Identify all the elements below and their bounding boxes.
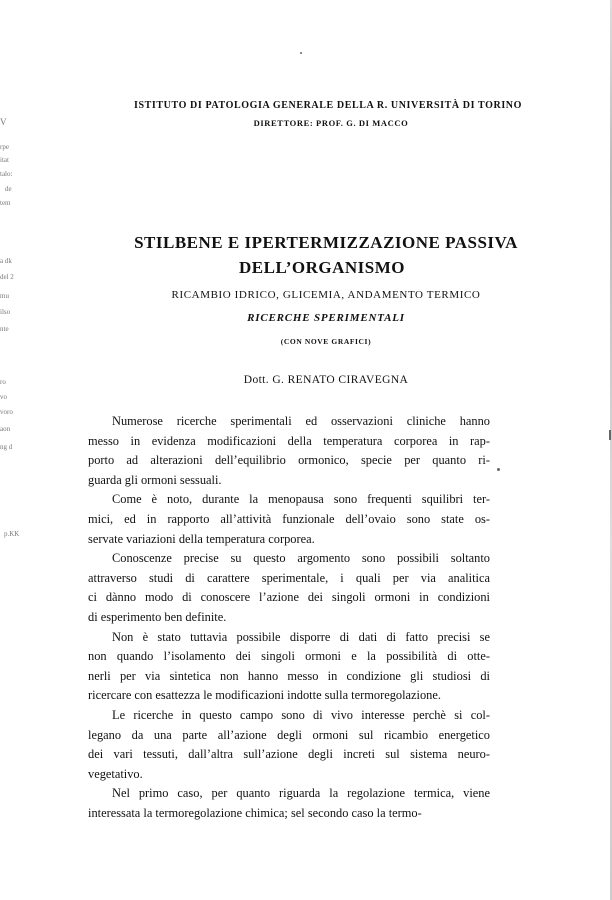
speck (609, 430, 611, 440)
text-line: non quando l’isolamento dei singoli ormoni e la possibilità di otte- (88, 649, 490, 664)
text-line: Numerose ricerche sperimentali ed osservazioni cliniche hanno (112, 414, 490, 428)
body-text (88, 412, 490, 823)
margin-fragment: aon (0, 425, 11, 433)
text-line: Come è noto, durante la menopausa sono frequenti squilibri ter- (112, 492, 490, 507)
article-title-line-2: DELL’ORGANISMO (238, 258, 405, 277)
paragraph (88, 628, 490, 706)
margin-fragment: mu (0, 292, 9, 300)
text-line: messo in evidenza modificazioni della temperatura corporea in rap- (88, 433, 490, 448)
text-line: interessata la termoregolazione chimica; sel secondo caso la termo- (88, 805, 422, 820)
margin-fragment: voro (0, 408, 13, 416)
margin-fragment: de (5, 185, 12, 193)
director-line: DIRETTORE: PROF. G. DI MACCO (253, 118, 409, 128)
speck (300, 52, 302, 54)
paragraph (88, 706, 490, 784)
text-line: porto ad alterazioni dell’equilibrio ormonico, specie per quanto ri- (88, 453, 490, 468)
margin-fragment: vo (0, 393, 7, 401)
text-line: attraverso studi di carattere sperimentale, i quali per via analitica (88, 570, 490, 585)
margin-fragment: talo: (0, 170, 13, 178)
text-line: Nel primo caso, per quanto riguarda la regolazione termica, viene (112, 786, 490, 801)
margin-fragment: p.KK (4, 530, 20, 538)
text-line: legano da una parte all’azione degli ormoni sul ricambio energetico (88, 727, 490, 742)
text-line: ci dànno modo di conoscere l’azione dei singoli ormoni in condizioni (88, 590, 490, 605)
margin-fragment: itat (0, 156, 9, 164)
paragraph (88, 490, 490, 549)
article-subtitle: RICAMBIO IDRICO, GLICEMIA, ANDAMENTO TERMICO (171, 289, 481, 301)
text-line: guarda gli ormoni sessuali. (88, 472, 222, 487)
margin-fragment: a dk (0, 257, 12, 265)
margin-fragment: nte (0, 325, 9, 333)
speck (497, 468, 500, 471)
margin-fragment: del 2 (0, 273, 14, 281)
text-line: nerli per via sintetica non hanno messo in condizione gli studiosi di (88, 668, 490, 683)
article-subtitle-2: RICERCHE SPERIMENTALI (247, 312, 405, 324)
margin-fragment: rpe (0, 143, 9, 151)
text-line: vegetativo. (88, 766, 143, 781)
paragraph (88, 784, 490, 823)
margin-fragment: tem (0, 199, 11, 207)
text-line: Le ricerche in questo campo sono di vivo interesse perchè si col- (112, 707, 490, 722)
text-line: Non è stato tuttavia possibile disporre di dati di fatto precisi se (112, 629, 490, 644)
margin-fragment: ng d (0, 443, 13, 451)
margin-fragment: V (0, 117, 7, 127)
paragraph (88, 549, 490, 627)
author-line: Dott. G. RENATO CIRAVEGNA (243, 374, 409, 386)
margin-fragment: ilso (0, 308, 11, 316)
article-title-line-1: STILBENE E IPERTERMIZZAZIONE PASSIVA (134, 233, 518, 252)
margin-fragment: ro (0, 378, 6, 386)
paragraph (88, 412, 490, 490)
institute-header: ISTITUTO DI PATOLOGIA GENERALE DELLA R. UNIVERSITÀ DI TORINO (133, 100, 523, 111)
figures-note: (CON NOVE GRAFICI) (280, 337, 372, 346)
text-line: Conoscenze precise su questo argomento sono possibili soltanto (112, 551, 490, 566)
text-line: di esperimento ben definite. (88, 609, 227, 624)
text-line: servate variazioni della temperatura corporea. (88, 531, 315, 546)
text-line: mici, ed in rapporto all’attività funzionale dell’ovaio sono state os- (88, 511, 490, 526)
text-line: ricercare con esattezza le modificazioni indotte sulla termoregolazione. (88, 688, 441, 703)
text-line: dei vari tessuti, dall’altra sull’azione degli increti sul sistema neuro- (88, 747, 490, 762)
